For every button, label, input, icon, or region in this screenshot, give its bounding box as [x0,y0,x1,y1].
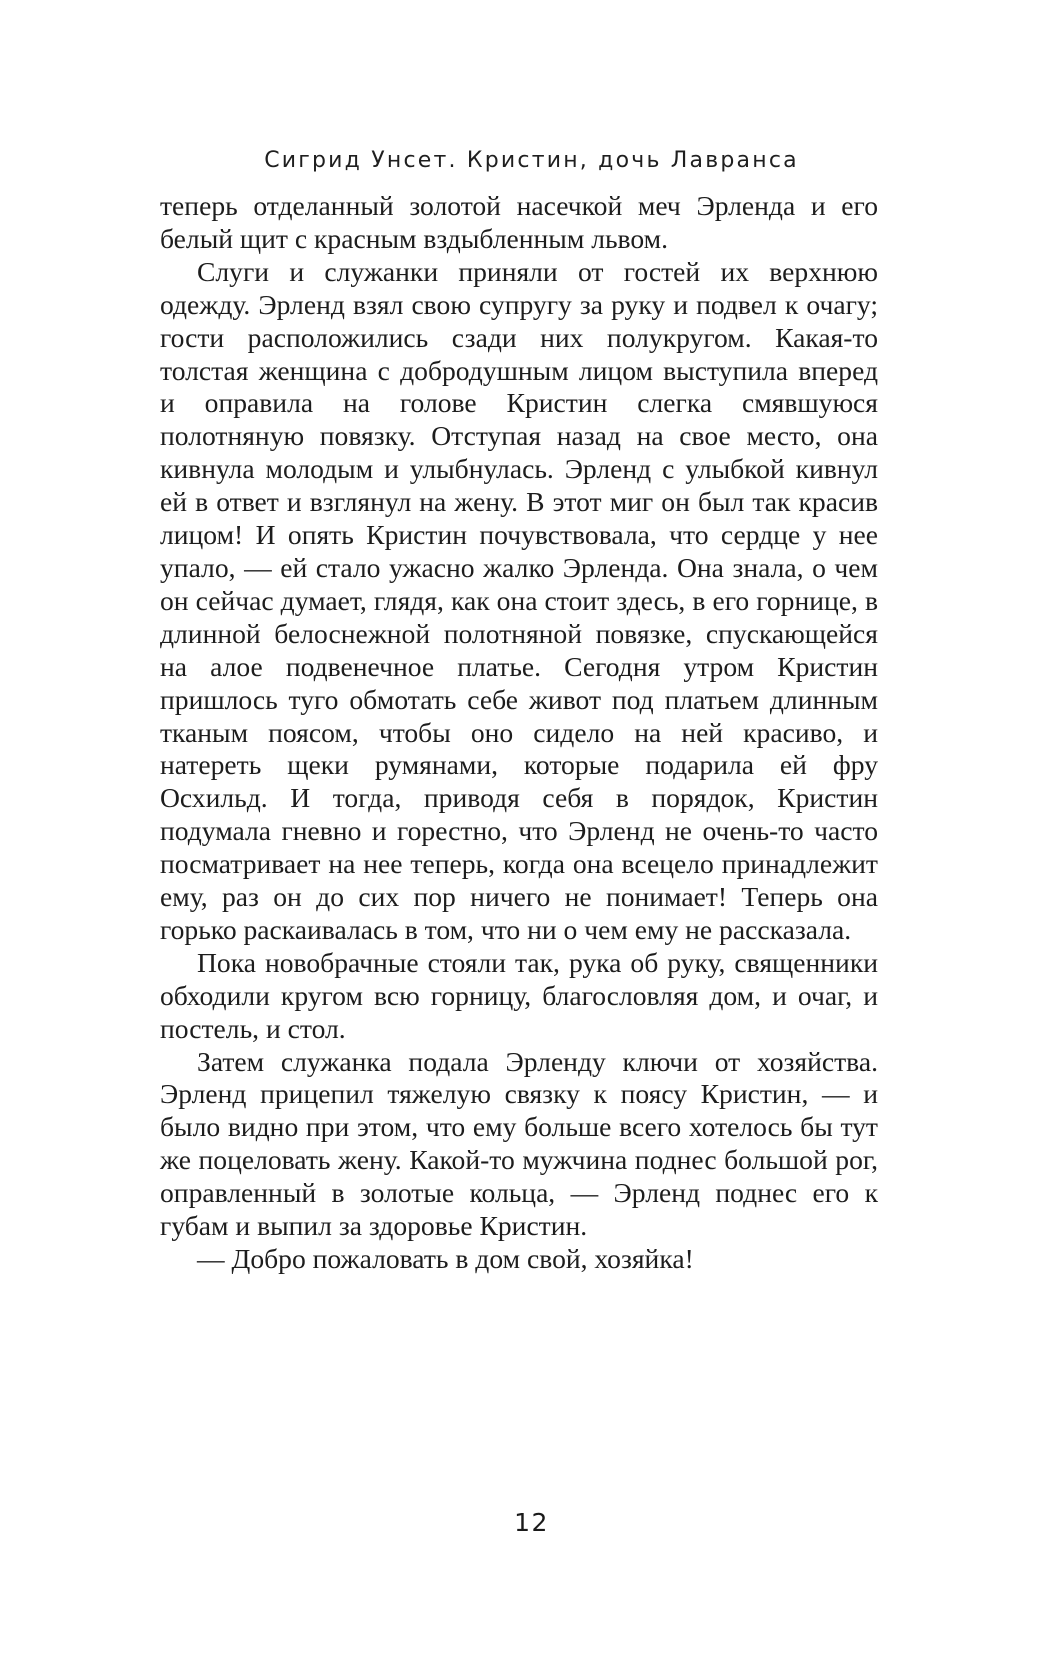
running-head: Сигрид Унсет. Кристин, дочь Лавранса [264,148,799,173]
body-text [160,190,878,1276]
paragraph: Пока новобрачные стояли так, рука об руку, священники обходили кругом всю горницу, благословляя дом, и очаг, и постель, и стол. [160,946,878,1044]
paragraph: Затем служанка подала Эрленду ключи от хозяйства. Эрленд прицепил тяжелую связку к поясу Кристин, — и было видно при этом, что ему больше всего хотелось бы тут же поцеловать жену. Какой-то мужчина поднес большой рог, оправленный в золотые кольца, — Эрленд поднес его к губам и выпил за здоровье Кристин. [160,1045,878,1242]
page-number: 12 [514,1508,549,1537]
paragraph: Слуги и служанки приняли от гостей их верхнюю одежду. Эрленд взял свою супругу за руку и подвел к очагу; гости расположились сзади них полукругом. Какая-то толстая женщина с добродушным лицом выступила вперед и оправила на голове Кристин слегка смявшуюся полотняную повязку. Отступая назад на свое место, она кивнула молодым и улыбнулась. Эрленд с улыбкой кивнул ей в ответ и взглянул на жену. В этот миг он был так красив лицом! И опять Кристин почувствовала, что сердце у нее упало, — ей стало ужасно жалко Эрленда. Она знала, о чем он сейчас думает, глядя, как она стоит здесь, в его горнице, в длинной белоснежной полотняной повязке, спускающейся на алое подвенечное платье. Сегодня утром Кристин пришлось туго обмотать себе живот под платьем длинным тканым поясом, чтобы оно сидело на ней красиво, и натереть щеки румянами, которые подарила ей фру Осхильд. И тогда, приводя себя в порядок, Кристин подумала гневно и горестно, что Эрленд не очень-то часто посматривает на нее теперь, когда она всецело принадлежит ему, раз он до сих пор ничего не понимает! Теперь она горько раскаивалась в том, что ни о чем ему не рассказала. [160,255,878,945]
paragraph-continued: теперь отделанный золотой насечкой меч Эрленда и его белый щит с красным вздыбленным львом. [160,190,878,254]
paragraph-dialogue: — Добро пожаловать в дом свой, хозяйка! [197,1243,694,1274]
